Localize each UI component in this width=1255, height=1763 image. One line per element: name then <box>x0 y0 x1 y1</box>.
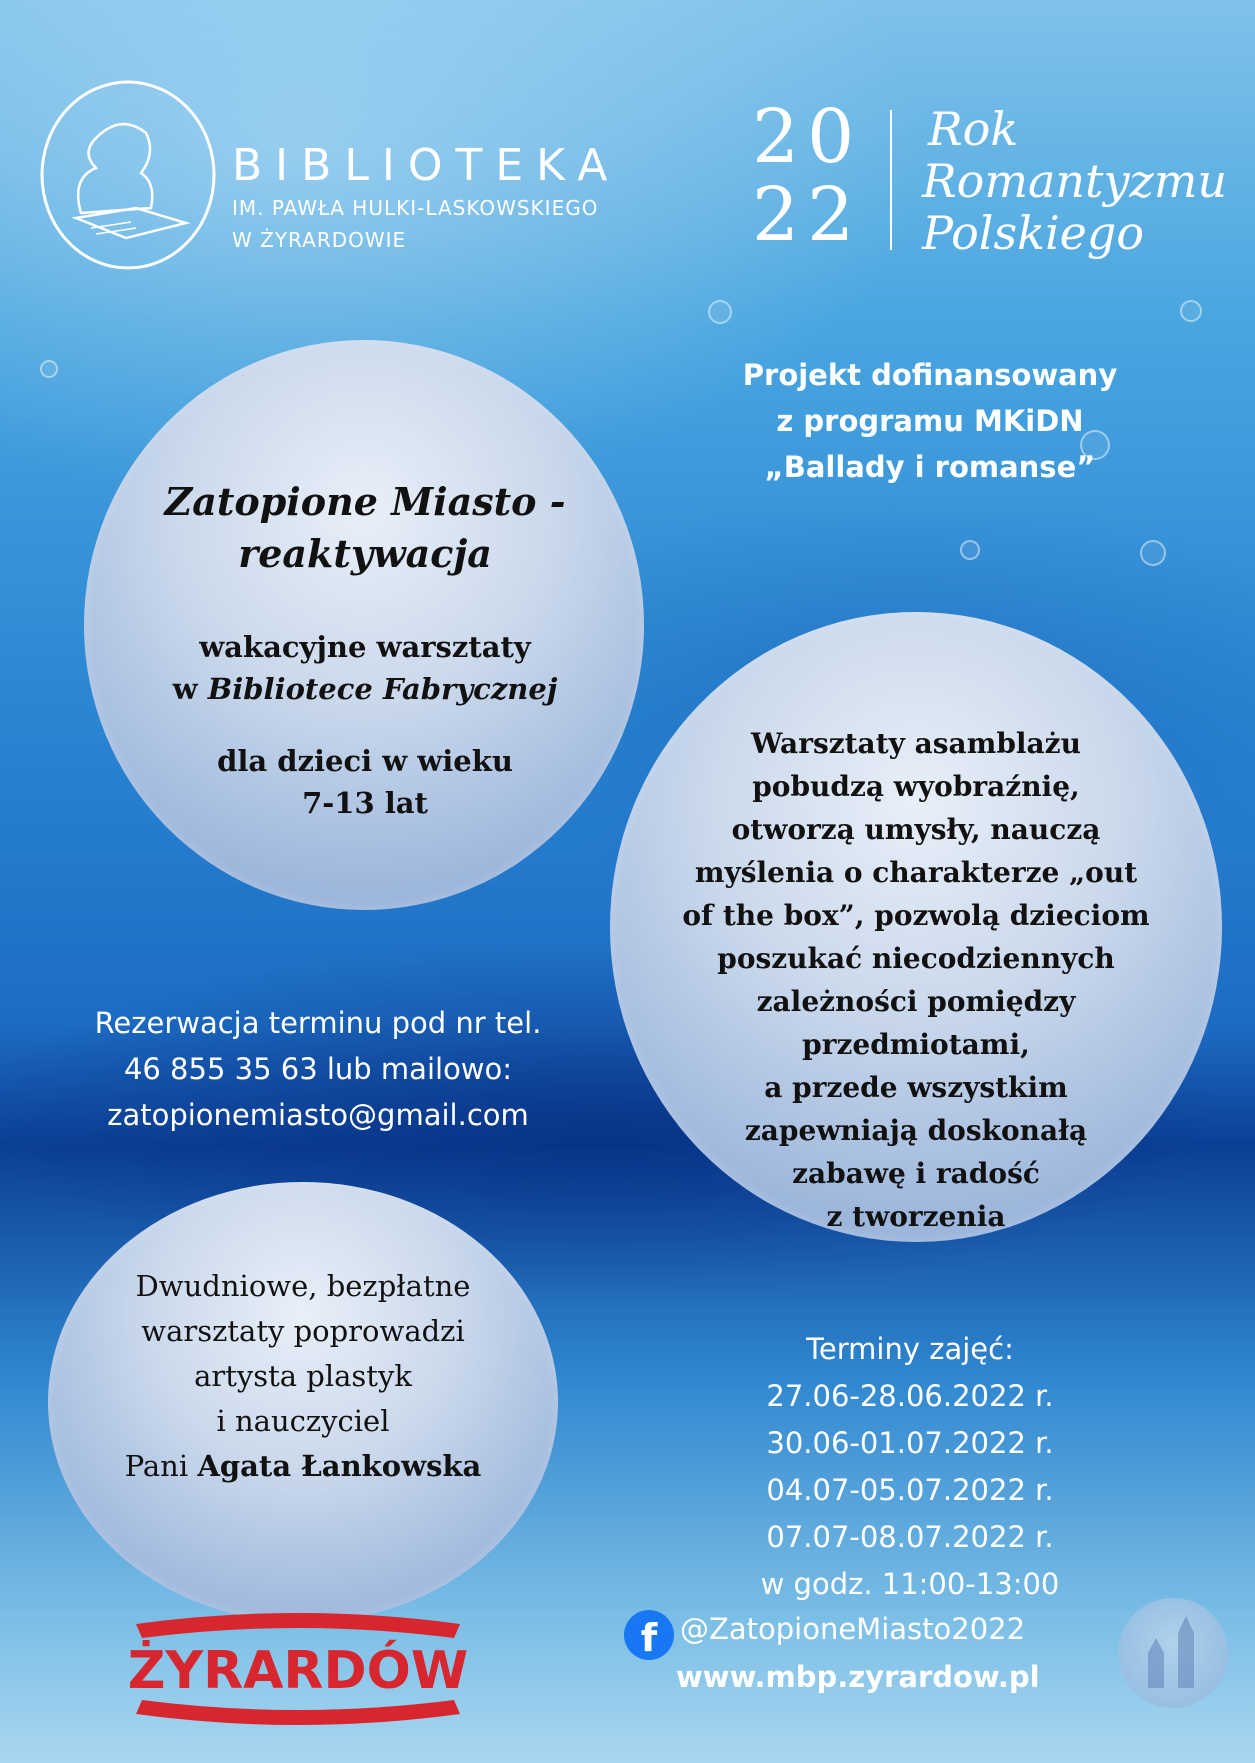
description-line: otworzą umysły, nauczą <box>731 813 1101 846</box>
city-logo-text: ŻYRARDÓW <box>127 1641 469 1701</box>
event-subtitle-line: wakacyjne warsztaty <box>199 630 531 664</box>
library-title: BIBLIOTEKA <box>232 140 621 191</box>
description-line: of the box”, pozwolą dzieciom <box>682 899 1150 932</box>
description-line: poszukać niecodziennych <box>717 942 1115 975</box>
water-drop <box>1180 300 1202 322</box>
project-line: Projekt dofinansowany <box>742 358 1118 392</box>
library-location: W ŻYRARDOWIE <box>232 228 407 252</box>
schedule-heading: Terminy zajęć: <box>806 1332 1014 1366</box>
description-line: a przede wszystkim <box>764 1071 1068 1104</box>
description-line: zapewniają doskonałą <box>744 1114 1088 1147</box>
project-line: „Ballady i romanse” <box>764 450 1096 484</box>
schedule-hours: w godz. 11:00-13:00 <box>760 1567 1060 1601</box>
description-line: zależności pomiędzy <box>756 985 1076 1018</box>
event-subtitle-prefix: w <box>172 672 208 706</box>
event-title-line: Zatopione Miasto - <box>164 479 566 524</box>
description-line: pobudzą wyobraźnię, <box>752 770 1080 803</box>
description-line: Warsztaty asamblażu <box>751 727 1081 760</box>
water-drop <box>960 540 980 560</box>
reservation-phone[interactable]: 46 855 35 63 lub mailowo: <box>123 1052 513 1086</box>
reservation-info <box>18 1000 618 1138</box>
reservation-line: Rezerwacja terminu pod nr tel. <box>94 1006 542 1040</box>
event-title <box>140 476 590 580</box>
schedule-date: 07.07-08.07.2022 r. <box>766 1520 1054 1554</box>
host-line: warsztaty poprowadzi <box>141 1314 465 1348</box>
schedule-date: 04.07-05.07.2022 r. <box>766 1473 1054 1507</box>
reservation-email-link[interactable]: zatopionemiasto@gmail.com <box>107 1098 529 1132</box>
year-top: 20 <box>752 94 863 180</box>
facebook-handle-link[interactable]: @ZatopioneMiasto2022 <box>680 1612 1026 1646</box>
year-line-2: Romantyzmu <box>922 154 1227 208</box>
schedule <box>690 1326 1130 1608</box>
event-subtitle <box>140 626 590 710</box>
host-line <box>70 1444 536 1489</box>
description-line: myślenia o charakterze „out <box>694 856 1138 889</box>
project-line: z programu MKiDN <box>776 404 1084 438</box>
water-drop <box>708 300 732 324</box>
schedule-date: 27.06-28.06.2022 r. <box>766 1379 1054 1413</box>
year-divider <box>890 110 892 250</box>
event-age <box>140 740 590 824</box>
year-bottom: 22 <box>752 172 863 258</box>
library-emblem-icon <box>36 78 221 273</box>
event-bubble <box>84 340 644 910</box>
year-line-1: Rok <box>928 102 1019 156</box>
website-link[interactable]: www.mbp.zyrardow.pl <box>676 1660 1040 1694</box>
project-funding-note <box>650 352 1210 490</box>
host-prefix: Pani <box>124 1449 198 1483</box>
host-name: Agata Łankowska <box>197 1449 482 1483</box>
event-venue: Bibliotece Fabrycznej <box>207 672 558 706</box>
host-line: artysta plastyk <box>194 1359 412 1393</box>
host-info <box>70 1264 536 1489</box>
description-line: z tworzenia <box>826 1200 1006 1233</box>
workshop-description <box>640 722 1192 1238</box>
library-subtitle: IM. PAWŁA HULKI-LASKOWSKIEGO <box>232 196 599 220</box>
event-age-range: 7-13 lat <box>302 786 428 820</box>
description-line: przedmiotami, <box>802 1028 1030 1061</box>
event-age-line: dla dzieci w wieku <box>217 744 513 778</box>
facebook-icon[interactable]: f <box>624 1610 674 1660</box>
host-line: Dwudniowe, bezpłatne <box>135 1269 471 1303</box>
water-drop <box>1140 540 1166 566</box>
host-line: i nauczyciel <box>216 1404 390 1438</box>
schedule-date: 30.06-01.07.2022 r. <box>766 1426 1054 1460</box>
description-line: zabawę i radość <box>792 1157 1040 1190</box>
year-line-3: Polskiego <box>922 206 1145 260</box>
corner-emblem-icon <box>1118 1598 1228 1708</box>
event-title-line: reaktywacja <box>238 531 492 576</box>
water-drop <box>40 360 58 378</box>
city-logo <box>118 1608 478 1730</box>
event-subtitle-line <box>140 668 590 710</box>
